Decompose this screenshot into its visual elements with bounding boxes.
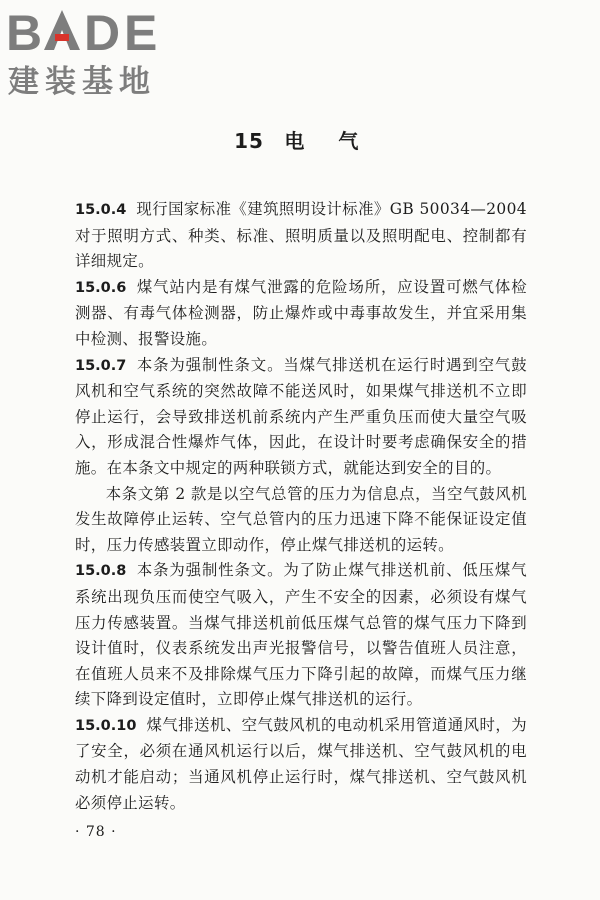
svg-text:D: D bbox=[84, 5, 121, 61]
svg-text:B: B bbox=[6, 5, 43, 61]
clause-paragraph bbox=[75, 275, 527, 353]
continuation-paragraph bbox=[75, 482, 527, 559]
clause-text: 本条文第 2 款是以空气总管的压力为信息点，当空气鼓风机发生故障停止运转、空气总管内的压力迅速下降不能保证设定值时，压力传感装置立即动作，停止煤气排送机的运转。 bbox=[75, 484, 527, 554]
clause-number: 15.0.8 bbox=[75, 563, 127, 580]
chapter-title bbox=[0, 125, 600, 154]
page-number: · 78 · bbox=[75, 824, 117, 840]
chapter-title-char: 电 bbox=[284, 129, 306, 153]
chapter-number: 15 bbox=[234, 129, 264, 153]
clause-text: 煤气站内是有煤气泄露的危险场所，应设置可燃气体检测器、有毒气体检测器，防止爆炸或中毒事故发生，并宜采用集中检测、报警设施。 bbox=[75, 277, 527, 348]
chapter-title-char: 气 bbox=[338, 129, 360, 153]
clause-number: 15.0.7 bbox=[75, 357, 127, 374]
clause-number: 15.0.4 bbox=[75, 202, 127, 218]
svg-text:建装基地: 建装基地 bbox=[8, 64, 156, 100]
clause-number: 15.0.6 bbox=[75, 279, 127, 296]
clause-text: 煤气排送机、空气鼓风机的电动机采用管道通风时，为了安全，必须在通风机运行以后，煤气排送机、空气鼓风机的电动机才能启动；当通风机停止运行时，煤气排送机、空气鼓风机必须停止运转。 bbox=[75, 715, 527, 812]
clause-paragraph bbox=[75, 353, 527, 482]
clause-text: 本条为强制性条文。为了防止煤气排送机前、低压煤气系统出现负压而使空气吸入，产生不安全的因素，必须设有煤气压力传感装置。当煤气排送机前低压煤气总管的煤气压力下降到设计值时，仪表系统发出声光报警信号，以警告值班人员注意，在值班人员来不及排除煤气压力下降引起的故障，而煤气压力继续下降到设定值时，立即停止煤气排送机的运行。 bbox=[75, 561, 527, 709]
clause-text: 本条为强制性条文。当煤气排送机在运行时遇到空气鼓风机和空气系统的突然故障不能送风时，如果煤气排送机不立即停止运行，会导致排送机前系统内产生严重负压而使大量空气吸入，形成混合性爆炸气体，因此，在设计时要考虑确保安全的措施。在本条文中规定的两种联锁方式，就能达到安全的目的。 bbox=[75, 355, 527, 477]
clause-paragraph bbox=[75, 713, 527, 816]
clause-paragraph bbox=[75, 197, 527, 275]
document-body bbox=[75, 197, 527, 816]
bade-logo-graphic bbox=[6, 4, 178, 100]
brand-logo bbox=[6, 4, 178, 100]
svg-text:E: E bbox=[124, 5, 158, 61]
clause-paragraph bbox=[75, 558, 527, 713]
clause-number: 15.0.10 bbox=[75, 717, 137, 734]
clause-text: 现行国家标准《建筑照明设计标准》GB 50034—2004 对于照明方式、种类、标准、照明质量以及照明配电、控制都有详细规定。 bbox=[75, 200, 527, 271]
